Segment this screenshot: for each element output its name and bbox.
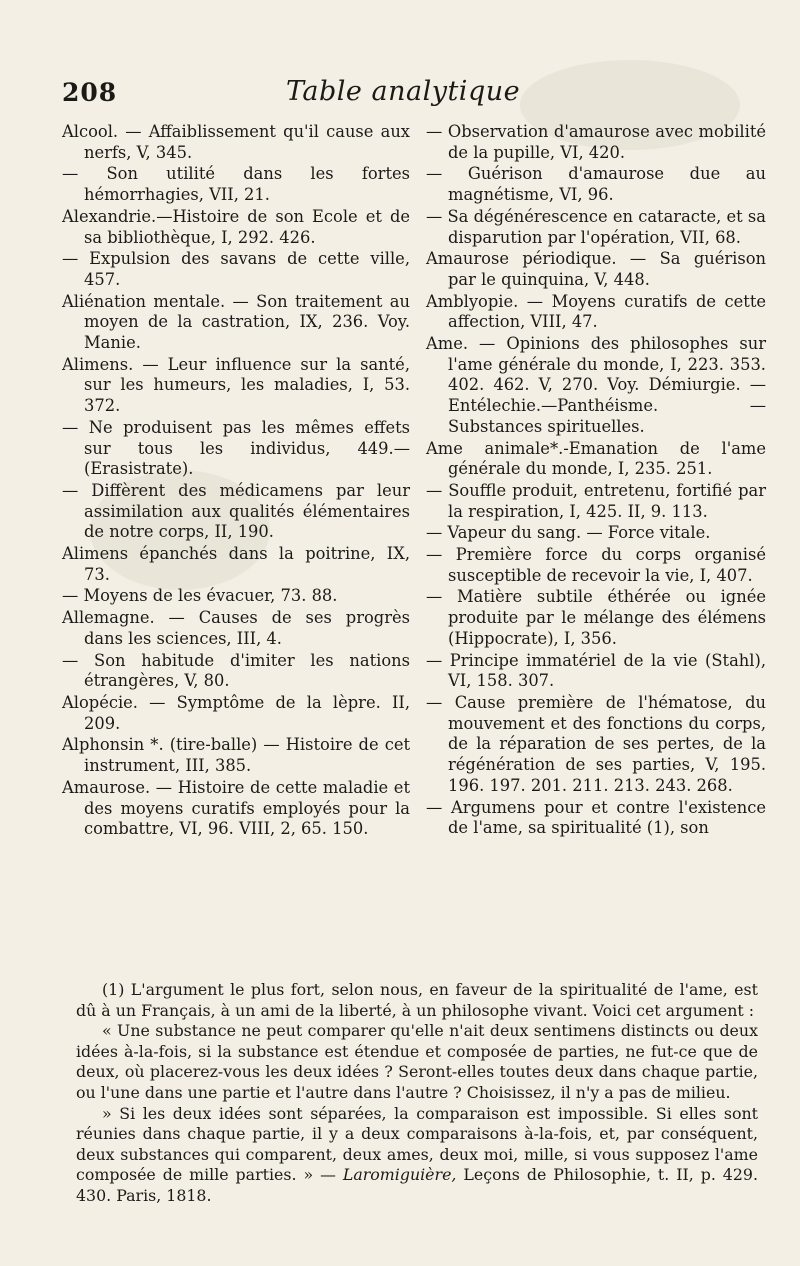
index-entry: — Cause première de l'hématose, du mouvement et des fonctions du corps, de la réparation de ses pertes, de la régénération de ses parties, V, 195. 196. 197. 201. 211. 213. 243. 268. <box>426 692 766 795</box>
index-entry: — Première force du corps organisé susceptible de recevoir la vie, I, 407. <box>426 545 766 585</box>
index-entry: — Expulsion des savans de cette ville, 457. <box>62 249 410 289</box>
index-entry: — Argumens pour et contre l'existence de l'ame, sa spiritualité (1), son <box>426 797 766 838</box>
index-entry: Aliénation mentale. — Son traitement au moyen de la castration, IX, 236. Voy. Manie. <box>62 291 410 353</box>
index-entry: — Souffle produit, entretenu, fortifié par la respiration, I, 425. II, 9. 113. <box>426 480 766 521</box>
index-entry: Alimens. — Leur influence sur la santé, sur les humeurs, les maladies, I, 53. 372. <box>62 354 410 416</box>
index-entry: — Observation d'amaurose avec mobilité de la pupille, VI, 420. <box>426 122 766 162</box>
index-column-right <box>426 122 766 839</box>
index-entry: Amblyopie. — Moyens curatifs de cette affection, VIII, 47. <box>426 291 766 332</box>
index-entry: — Diffèrent des médicamens par leur assimilation aux qualités élémentaires de notre corps, II, 190. <box>62 480 410 542</box>
running-title: Table analytique <box>286 76 521 107</box>
index-entry: — Ne produisent pas les mêmes effets sur tous les individus, 449.— (Erasistrate). <box>62 417 410 479</box>
index-entry: — Sa dégénérescence en cataracte, et sa disparution par l'opération, VII, 68. <box>426 206 766 247</box>
index-entry: Ame animale*.-Emanation de l'ame générale du monde, I, 235. 251. <box>426 438 766 479</box>
footnote-citation: Leçons de Philosophie, t. II, p. 429. 430. Paris, 1818. <box>76 1165 758 1205</box>
index-entry: Amaurose périodique. — Sa guérison par le quinquina, V, 448. <box>426 249 766 289</box>
footnote <box>76 980 758 1207</box>
index-column-left <box>62 122 410 840</box>
footnote-paragraph: (1) L'argument le plus fort, selon nous, en faveur de la spiritualité de l'ame, est dû à un Français, à un ami de la liberté, à un philosophe vivant. Voici cet argument : <box>76 980 758 1020</box>
page-header <box>62 78 762 112</box>
index-entry: — Moyens de les évacuer, 73. 88. <box>62 586 338 606</box>
index-entry: Allemagne. — Causes de ses progrès dans les sciences, III, 4. <box>62 608 410 648</box>
index-entry: — Son habitude d'imiter les nations étrangères, V, 80. <box>62 650 410 691</box>
index-entry: Alexandrie.—Histoire de son Ecole et de sa bibliothèque, I, 292. 426. <box>62 206 410 247</box>
index-entry: Alphonsin *. (tire-balle) — Histoire de cet instrument, III, 385. <box>62 735 410 776</box>
index-entry: — Principe immatériel de la vie (Stahl), VI, 158. 307. <box>426 650 766 691</box>
footnote-paragraph: « Une substance ne peut comparer qu'elle n'ait deux sentimens distincts ou deux idées à-la-fois, si la substance est étendue et composée de parties, ne fut-ce que de deux, où placerez-vous les deux idées ? Seront-elles toutes deux dans chaque partie, ou l'une dans une partie et l'autre dans l'autre ? Choisissez, il n'y a pas de milieu. <box>76 1021 758 1102</box>
index-entry: Alopécie. — Symptôme de la lèpre. II, 209. <box>62 692 410 733</box>
index-entry: Ame. — Opinions des philosophes sur l'ame générale du monde, I, 223. 353. 402. 462. V, 270. Voy. Démiurgie. — Entélechie.—Panthéisme. — Substances spirituelles. <box>426 334 766 436</box>
index-entry: — Vapeur du sang. — Force vitale. <box>426 523 711 543</box>
index-entry: Amaurose. — Histoire de cette maladie et des moyens curatifs employés pour la combattre, VI, 96. VIII, 2, 65. 150. <box>62 777 410 839</box>
index-entry: — Guérison d'amaurose due au magnétisme, VI, 96. <box>426 164 766 205</box>
page-number: 208 <box>62 78 118 107</box>
footnote-author: Laromiguière, <box>342 1165 457 1185</box>
index-entry: — Son utilité dans les fortes hémorrhagies, VII, 21. <box>62 164 410 205</box>
index-entry: Alcool. — Affaiblissement qu'il cause aux nerfs, V, 345. <box>62 122 410 162</box>
footnote-text: » Si les deux idées sont séparées, la comparaison est impossible. Si elles sont réunies dans chaque partie, il y a deux comparaisons à-la-fois, et, par conséquent, deux substances qui comparent, deux ames, deux moi, mille, si vous supposez l'ame composée de mille parties. » — <box>76 1103 758 1185</box>
index-entry: Alimens épanchés dans la poitrine, IX, 73. <box>62 544 410 584</box>
index-entry: — Matière subtile éthérée ou ignée produite par le mélange des élémens (Hippocrate), I, 356. <box>426 587 766 648</box>
footnote-paragraph <box>76 1104 758 1207</box>
